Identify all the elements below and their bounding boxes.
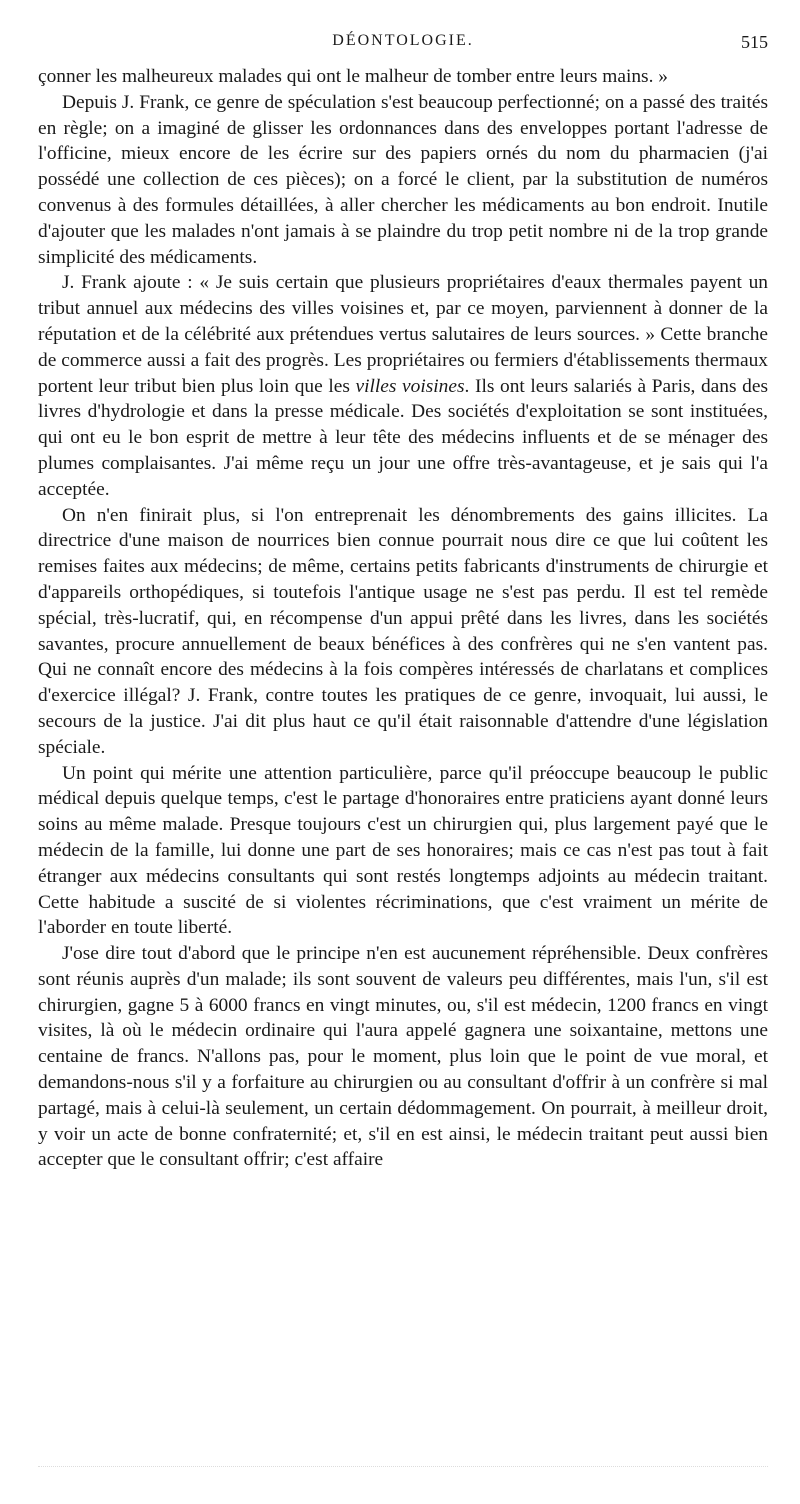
paragraph-5: Un point qui mérite une attention particulière, parce qu'il préoccupe beaucoup le public médical depuis quelque temps, c'est le partage d'honoraires entre praticiens ayant donné leurs soins au même malade. Presque toujours c'est un chirurgien qui, plus largement payé que le médecin de la famille, lui donne une part de ses honoraires; mais ce cas n'est pas tout à fait étranger aux médecins consultants qui sont restés longtemps adjoints au médecin traitant. Cette habitude a suscité de si violentes récriminations, que c'est vraiment un mérite de l'aborder en toute liberté.: [38, 762, 768, 939]
running-head: [38, 0, 768, 52]
paragraph-2: Depuis J. Frank, ce genre de spéculation s'est beaucoup perfectionné; on a passé des traités en règle; on a imaginé de glisser les ordonnances dans des enveloppes portant l'adresse de l'officine, mieux encore de les écrire sur des papiers ornés du nom du pharmacien (j'ai possédé une collection de ces pièces); on a forcé le client, par la substitution de numéros convenus à des formules détaillées, à aller chercher les médicaments au bon endroit. Inutile d'ajouter que les malades n'ont jamais à se plaindre du trop petit nombre ni de la trop grande simplicité des médicaments.: [38, 91, 768, 268]
page-number: 515: [741, 32, 768, 52]
paragraph-3-text-after: . Ils ont leurs salariés à Paris, dans des livres d'hydrologie et dans la presse médicale. Des sociétés d'exploitation se sont instituées, qui ont eu le bon esprit de mettre à leur tête des médecins influents et de se ménager des plumes complaisantes. J'ai même reçu un jour une offre très-avantageuse, et je sais qui l'a acceptée.: [38, 375, 769, 500]
scan-specks: [38, 1466, 768, 1475]
paragraph-3-text-before: J. Frank ajoute : « Je suis certain que plusieurs propriétaires d'eaux thermales payent un tribut annuel aux médecins des villes voisines et, par ce moyen, parviennent à donner de la réputation et de la célébrité aux prétendues vertus salutaires de leurs sources. » Cette branche de commerce aussi a fait des progrès. Les propriétaires ou fermiers d'établissements thermaux portent leur tribut bien plus loin que les: [38, 272, 768, 397]
paragraph-6: J'ose dire tout d'abord que le principe n'en est aucunement répréhensible. Deux confrères sont réunis auprès d'un malade; ils sont souvent de valeurs peu différentes, mais l'un, s'il est chirurgien, gagne 5 à 6000 francs en vingt minutes, ou, s'il est médecin, 1200 francs en vingt visites, là où le médecin ordinaire qui l'aura appelé gagnera une soixantaine, mettons une centaine de francs. N'allons pas, pour le moment, plus loin que le point de vue moral, et demandons-nous s'il y a forfaiture au chirurgien ou au consultant d'offrir à un confrère si mal partagé, mais à celui-là seulement, un certain dédommagement. On pourrait, à meilleur droit, y voir un acte de bonne confraternité; et, s'il en est ainsi, le médecin traitant peut aussi bien accepter que le consultant offrir; c'est affaire: [38, 943, 768, 1171]
paragraph-3-emphasis: villes voisines: [355, 375, 465, 397]
paragraph-3: [38, 270, 768, 502]
paragraph-4: On n'en finirait plus, si l'on entreprenait les dénombrements des gains illicites. La directrice d'une maison de nourrices bien connue pourrait nous dire ce que lui coûtent les remises faites aux médecins; de même, certains petits fabricants d'instruments de chirurgie et d'appareils orthopédiques, si toutefois l'antique usage ne s'est pas perdu. Il est tel remède spécial, très-lucratif, qui, en récompense d'un appui prêté dans les livres, dans les sociétés savantes, procure annuellement de beaux bénéfices à des confrères qui ne s'en vantent pas. Qui ne connaît encore des médecins à la fois compères intéressés de charlatans et complices d'exercice illégal? J. Frank, contre toutes les pratiques de ce genre, invoquait, lui aussi, le secours de la justice. J'ai dit plus haut ce qu'il était raisonnable d'attendre d'une législation spéciale.: [38, 504, 768, 758]
body-text: [38, 64, 768, 1173]
book-page: [38, 0, 768, 1504]
running-title: DÉONTOLOGIE.: [332, 32, 474, 49]
paragraph-1: çonner les malheureux malades qui ont le malheur de tomber entre leurs mains. »: [38, 66, 668, 87]
